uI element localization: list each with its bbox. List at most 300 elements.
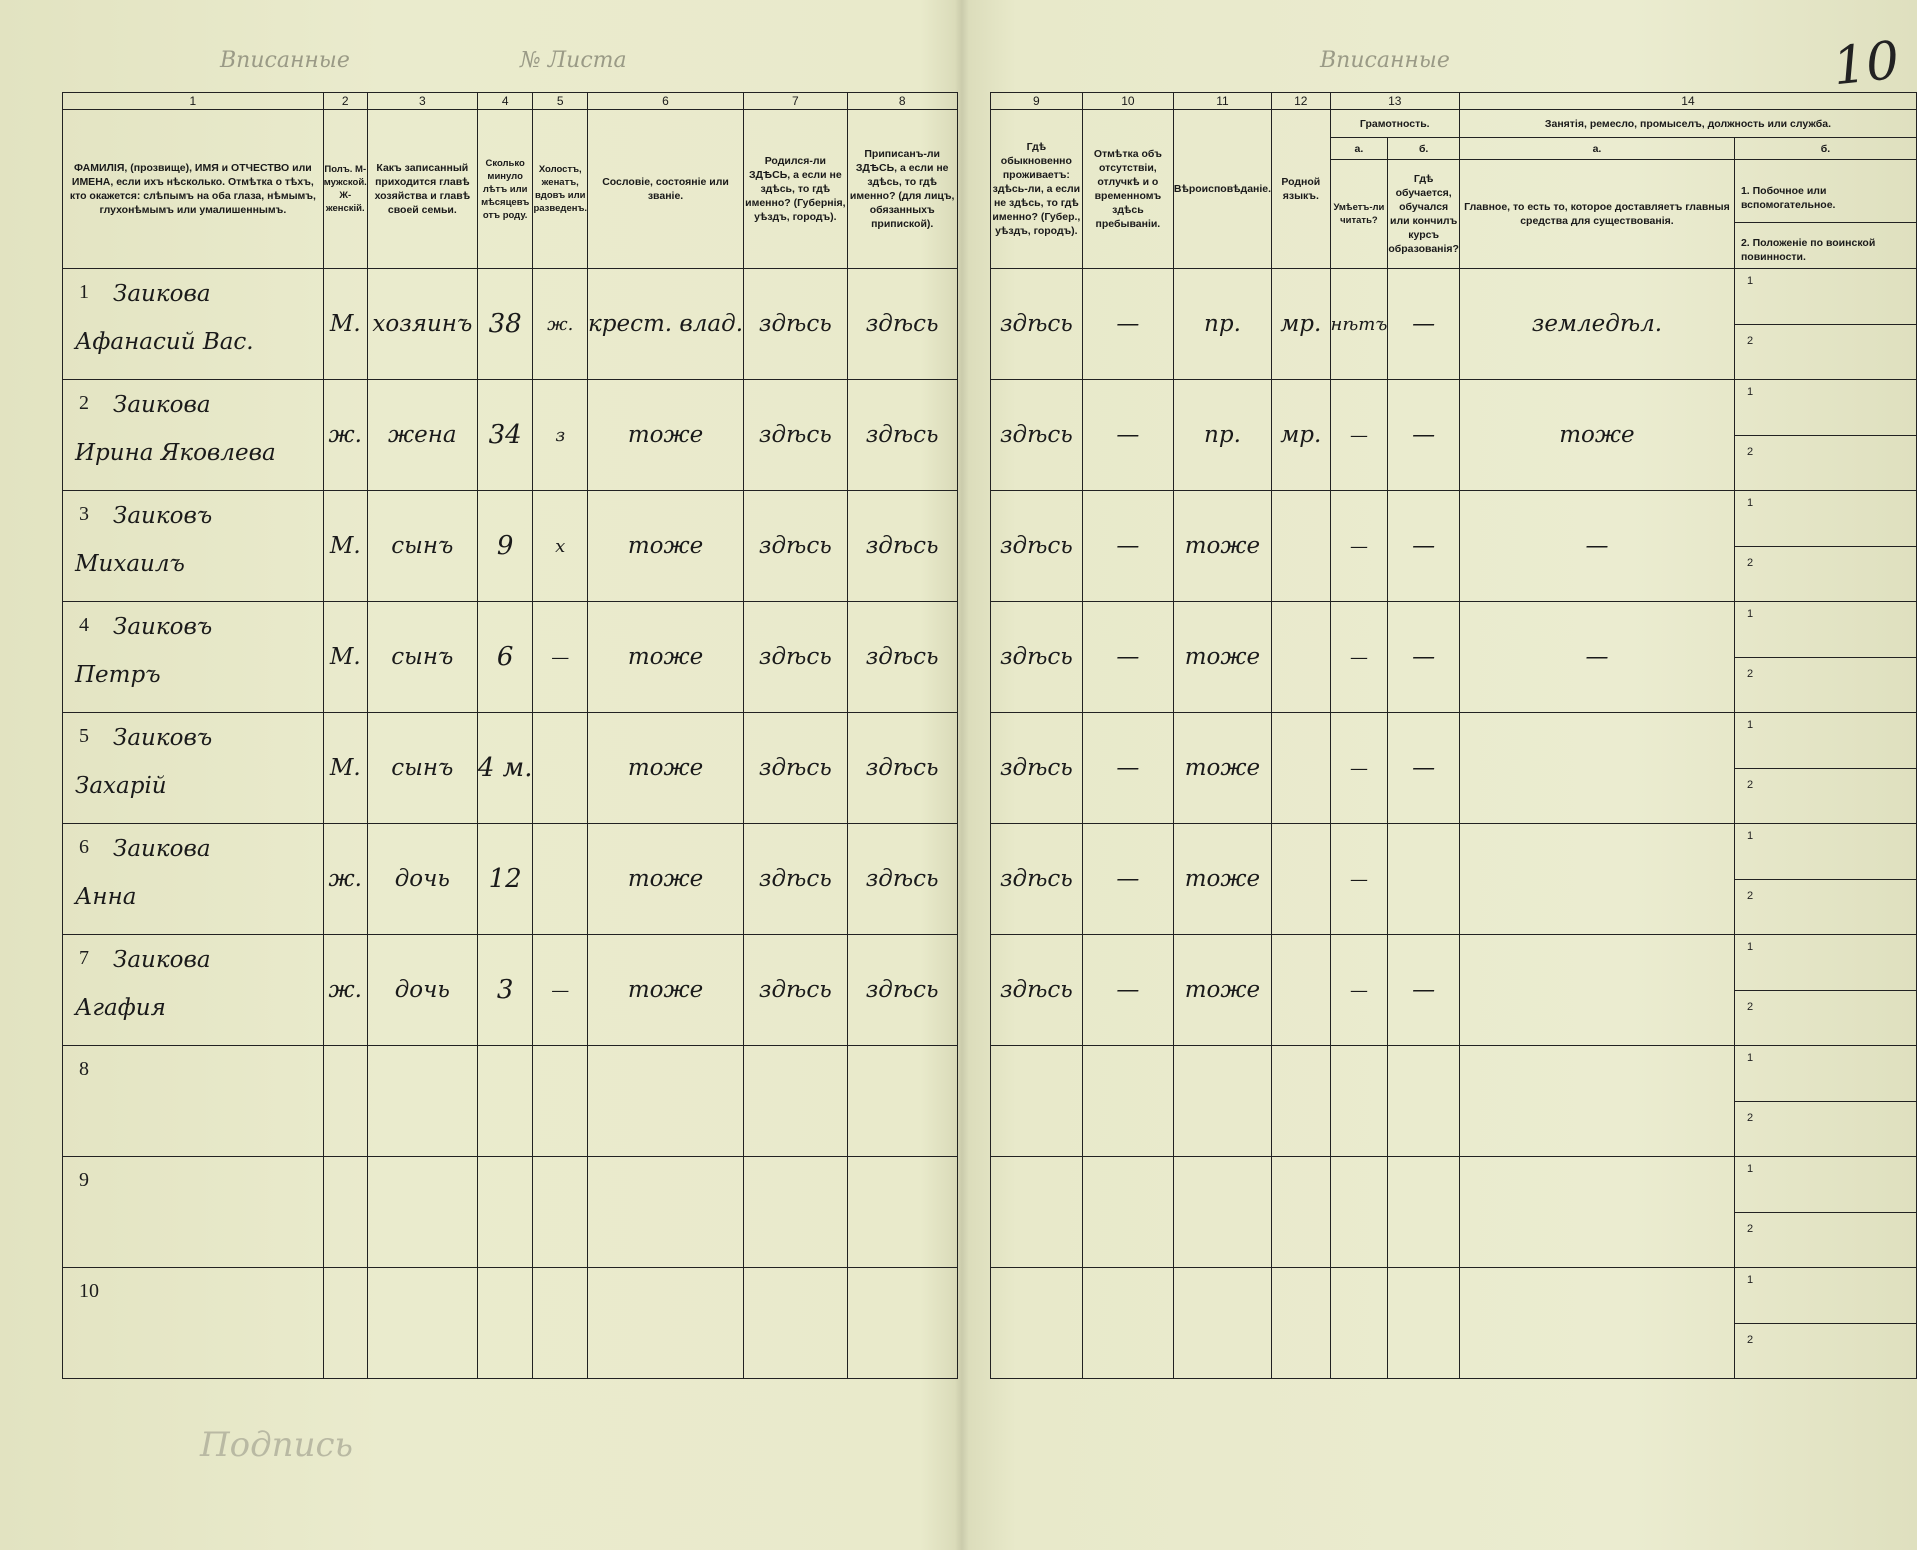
secondary-line-2: 2 xyxy=(1746,890,1754,902)
fold-gap xyxy=(957,1046,990,1157)
cell-religion-value: пр. xyxy=(1204,422,1241,448)
cell-language xyxy=(1272,269,1330,380)
cell-relation-value: сынъ xyxy=(391,533,454,559)
secondary-line-1: 1 xyxy=(1746,1052,1754,1064)
cell-literate xyxy=(1330,380,1388,491)
fold-gap xyxy=(957,93,990,110)
cell-absence xyxy=(1082,1157,1173,1268)
cell-language xyxy=(1272,1268,1330,1379)
faded-signature: Подпись xyxy=(200,1425,354,1465)
secondary-line-1: 1 xyxy=(1746,1163,1754,1175)
cell-relation xyxy=(367,380,477,491)
header-absence: Отмѣтка объ отсутствіи, отлучкѣ и о временномъ здѣсь пребываніи. xyxy=(1082,110,1173,269)
secondary-line-2: 2 xyxy=(1746,446,1754,458)
secondary-line-2: 2 xyxy=(1746,557,1754,569)
cell-education-value: — xyxy=(1412,311,1436,337)
secondary-divider xyxy=(1735,435,1916,436)
cell-born-value: здѣсь xyxy=(758,644,832,670)
cell-religion xyxy=(1173,1046,1271,1157)
cell-sex xyxy=(323,935,367,1046)
cell-registered-value: здѣсь xyxy=(865,311,939,337)
header-sex: Полъ. М-мужской. Ж-женскій. xyxy=(323,110,367,269)
header-occupation-b-label: б. xyxy=(1734,138,1916,160)
row-number: 7 xyxy=(79,947,89,969)
cell-absence-value: — xyxy=(1116,644,1140,670)
cell-registered xyxy=(847,935,957,1046)
cell-born xyxy=(744,1157,848,1268)
cell-sex xyxy=(323,380,367,491)
fold-gap xyxy=(957,1268,990,1379)
cell-religion-value: тоже xyxy=(1184,866,1261,892)
cell-absence-value: — xyxy=(1116,977,1140,1003)
cell-age xyxy=(477,713,533,824)
cell-estate-value: тоже xyxy=(627,977,704,1003)
cell-language xyxy=(1272,713,1330,824)
cell-registered xyxy=(847,491,957,602)
cell-occupation xyxy=(1459,935,1734,1046)
cell-religion xyxy=(1173,1157,1271,1268)
secondary-divider xyxy=(1735,768,1916,769)
cell-marital-value: — xyxy=(551,979,570,1001)
cell-sex xyxy=(323,824,367,935)
cell-sex-value: М. xyxy=(329,533,361,559)
cell-religion-value: тоже xyxy=(1184,977,1261,1003)
row-number: 5 xyxy=(79,725,89,747)
cell-occupation xyxy=(1459,713,1734,824)
table-row xyxy=(63,1046,1917,1157)
cell-education xyxy=(1388,1046,1460,1157)
cell-estate xyxy=(588,935,744,1046)
cell-resides xyxy=(990,824,1082,935)
secondary-line-2: 2 xyxy=(1746,1334,1754,1346)
fold-gap xyxy=(957,110,990,269)
col-number-2: 2 xyxy=(323,93,367,110)
cell-registered xyxy=(847,824,957,935)
cell-name xyxy=(63,1268,324,1379)
secondary-line-1: 1 xyxy=(1746,719,1754,731)
cell-estate xyxy=(588,491,744,602)
fold-gap xyxy=(957,380,990,491)
cell-estate-value: тоже xyxy=(627,866,704,892)
cell-resides xyxy=(990,491,1082,602)
cell-relation-value: сынъ xyxy=(391,755,454,781)
cell-sex xyxy=(323,1268,367,1379)
cell-occupation xyxy=(1459,1046,1734,1157)
cell-relation xyxy=(367,1268,477,1379)
cell-relation xyxy=(367,602,477,713)
cell-relation xyxy=(367,1046,477,1157)
cell-education-value: — xyxy=(1412,755,1436,781)
cell-estate-value: тоже xyxy=(627,533,704,559)
header-secondary-divider xyxy=(1735,222,1916,223)
fold-gap xyxy=(957,491,990,602)
cell-secondary xyxy=(1734,824,1916,935)
cell-relation-value: жена xyxy=(388,422,457,448)
cell-education xyxy=(1388,1268,1460,1379)
cell-born xyxy=(744,824,848,935)
cell-religion-value: тоже xyxy=(1184,533,1261,559)
secondary-line-2: 2 xyxy=(1746,335,1754,347)
cell-estate xyxy=(588,1268,744,1379)
row-number: 4 xyxy=(79,614,89,636)
cell-name xyxy=(63,380,324,491)
cell-occupation xyxy=(1459,602,1734,713)
cell-sex-value: ж. xyxy=(328,866,362,892)
cell-language xyxy=(1272,380,1330,491)
cell-marital-value: ж. xyxy=(547,313,574,335)
cell-estate-value: тоже xyxy=(627,755,704,781)
col-number-10: 10 xyxy=(1082,93,1173,110)
cell-born-value: здѣсь xyxy=(758,755,832,781)
cell-registered-value: здѣсь xyxy=(865,755,939,781)
cell-sex xyxy=(323,491,367,602)
cell-language-value: мр. xyxy=(1280,311,1322,337)
cell-absence xyxy=(1082,1046,1173,1157)
cell-name xyxy=(63,713,324,824)
top-annotation-left: Вписанные xyxy=(220,48,350,73)
cell-registered xyxy=(847,380,957,491)
table-row xyxy=(63,269,1917,380)
secondary-line-1: 1 xyxy=(1746,386,1754,398)
cell-age xyxy=(477,1268,533,1379)
header-literacy-a-label: а. xyxy=(1330,138,1388,160)
cell-born-value: здѣсь xyxy=(758,533,832,559)
fold-gap xyxy=(957,824,990,935)
cell-education xyxy=(1388,602,1460,713)
secondary-line-1: 1 xyxy=(1746,1274,1754,1286)
cell-secondary xyxy=(1734,1268,1916,1379)
cell-age-value: 34 xyxy=(488,420,522,450)
cell-marital xyxy=(533,824,588,935)
row-number: 2 xyxy=(79,392,89,414)
cell-relation-value: хозяинъ xyxy=(372,311,473,337)
cell-literate-value: — xyxy=(1349,757,1368,779)
cell-registered-value: здѣсь xyxy=(865,644,939,670)
cell-age xyxy=(477,935,533,1046)
cell-occupation xyxy=(1459,824,1734,935)
cell-absence xyxy=(1082,380,1173,491)
cell-literate-value: — xyxy=(1349,424,1368,446)
cell-occupation-value: — xyxy=(1585,533,1609,559)
col-number-1: 1 xyxy=(63,93,324,110)
cell-occupation-value: тоже xyxy=(1559,422,1635,448)
secondary-line-2: 2 xyxy=(1746,668,1754,680)
col-number-7: 7 xyxy=(744,93,848,110)
column-number-row xyxy=(63,93,1917,110)
cell-literate xyxy=(1330,824,1388,935)
secondary-divider xyxy=(1735,1101,1916,1102)
header-registered: Приписанъ-ли ЗДѢСЬ, а если не здѣсь, то гдѣ именно? (для лицъ, обязанныхъ припиской). xyxy=(847,110,957,269)
row-number: 6 xyxy=(79,836,89,858)
cell-marital-value: з xyxy=(555,424,566,446)
secondary-divider xyxy=(1735,324,1916,325)
cell-age-value: 12 xyxy=(488,864,522,894)
given-name: Агафия xyxy=(75,995,166,1021)
cell-education xyxy=(1388,1157,1460,1268)
cell-sex xyxy=(323,1046,367,1157)
cell-language xyxy=(1272,602,1330,713)
table-row xyxy=(63,713,1917,824)
cell-marital xyxy=(533,1046,588,1157)
col-number-6: 6 xyxy=(588,93,744,110)
cell-education-value: — xyxy=(1412,644,1436,670)
top-annotation-right: Вписанные xyxy=(1320,48,1450,73)
surname: Заиковъ xyxy=(113,614,213,640)
cell-religion xyxy=(1173,824,1271,935)
cell-marital xyxy=(533,1157,588,1268)
secondary-divider xyxy=(1735,1212,1916,1213)
surname: Заиковъ xyxy=(113,503,213,529)
col-number-12: 12 xyxy=(1272,93,1330,110)
cell-literate-value: — xyxy=(1349,979,1368,1001)
cell-education xyxy=(1388,713,1460,824)
cell-marital xyxy=(533,491,588,602)
header-literacy: Грамотность. xyxy=(1330,110,1459,138)
cell-sex-value: ж. xyxy=(328,422,362,448)
cell-secondary xyxy=(1734,269,1916,380)
cell-literate xyxy=(1330,1268,1388,1379)
cell-marital xyxy=(533,1268,588,1379)
table-row xyxy=(63,380,1917,491)
cell-name xyxy=(63,1157,324,1268)
cell-language-value: мр. xyxy=(1280,422,1322,448)
fold-gap xyxy=(957,713,990,824)
cell-born-value: здѣсь xyxy=(758,311,832,337)
cell-occupation xyxy=(1459,269,1734,380)
row-number: 9 xyxy=(79,1169,89,1191)
cell-literate xyxy=(1330,713,1388,824)
col-number-4: 4 xyxy=(477,93,533,110)
table-row xyxy=(63,491,1917,602)
cell-occupation xyxy=(1459,380,1734,491)
cell-sex xyxy=(323,269,367,380)
cell-resides xyxy=(990,1157,1082,1268)
cell-age-value: 6 xyxy=(496,642,514,672)
row-number: 8 xyxy=(79,1058,89,1080)
cell-absence xyxy=(1082,491,1173,602)
cell-occupation xyxy=(1459,1268,1734,1379)
cell-religion xyxy=(1173,380,1271,491)
cell-occupation xyxy=(1459,491,1734,602)
cell-born xyxy=(744,1046,848,1157)
header-main-occupation: Главное, то есть то, которое доставляетъ главныя средства для существованія. xyxy=(1459,160,1734,269)
cell-resides xyxy=(990,935,1082,1046)
cell-literate xyxy=(1330,1157,1388,1268)
cell-resides xyxy=(990,1268,1082,1379)
cell-literate xyxy=(1330,602,1388,713)
cell-estate xyxy=(588,380,744,491)
cell-age xyxy=(477,602,533,713)
cell-age-value: 38 xyxy=(488,309,522,339)
cell-education xyxy=(1388,824,1460,935)
cell-literate xyxy=(1330,491,1388,602)
cell-sex-value: М. xyxy=(329,311,361,337)
cell-born xyxy=(744,713,848,824)
cell-education xyxy=(1388,935,1460,1046)
cell-language xyxy=(1272,824,1330,935)
cell-language xyxy=(1272,935,1330,1046)
cell-relation xyxy=(367,713,477,824)
cell-resides-value: здѣсь xyxy=(999,866,1073,892)
cell-resides-value: здѣсь xyxy=(999,422,1073,448)
cell-religion-value: тоже xyxy=(1184,755,1261,781)
cell-relation xyxy=(367,935,477,1046)
header-age: Сколько минуло лѣтъ или мѣсяцевъ отъ роду. xyxy=(477,110,533,269)
cell-secondary xyxy=(1734,602,1916,713)
cell-name xyxy=(63,1046,324,1157)
cell-absence-value: — xyxy=(1116,311,1140,337)
cell-religion xyxy=(1173,1268,1271,1379)
cell-name xyxy=(63,824,324,935)
cell-religion-value: тоже xyxy=(1184,644,1261,670)
cell-estate-value: крест. влад. xyxy=(588,311,744,337)
cell-absence xyxy=(1082,824,1173,935)
row-number: 1 xyxy=(79,281,89,303)
cell-resides xyxy=(990,269,1082,380)
cell-registered xyxy=(847,1268,957,1379)
cell-absence-value: — xyxy=(1116,422,1140,448)
cell-estate xyxy=(588,824,744,935)
header-marital: Холостъ, женатъ, вдовъ или разведенъ. xyxy=(533,110,588,269)
cell-relation xyxy=(367,1157,477,1268)
cell-registered-value: здѣсь xyxy=(865,977,939,1003)
cell-education-value: — xyxy=(1412,977,1436,1003)
cell-born xyxy=(744,269,848,380)
census-table xyxy=(62,92,1917,1379)
cell-registered xyxy=(847,1046,957,1157)
top-annotation-middle: № Листа xyxy=(520,48,627,73)
cell-resides xyxy=(990,602,1082,713)
cell-born-value: здѣсь xyxy=(758,977,832,1003)
cell-resides-value: здѣсь xyxy=(999,755,1073,781)
secondary-divider xyxy=(1735,546,1916,547)
header-can-read: Умѣетъ-ли читать? xyxy=(1330,160,1388,269)
cell-registered xyxy=(847,602,957,713)
cell-name xyxy=(63,935,324,1046)
header-secondary-1: 1. Побочное или вспомогательное. xyxy=(1740,185,1836,211)
cell-marital xyxy=(533,602,588,713)
cell-marital-value: х xyxy=(555,535,566,557)
cell-relation xyxy=(367,824,477,935)
cell-absence xyxy=(1082,935,1173,1046)
cell-estate xyxy=(588,713,744,824)
given-name: Ирина Яковлева xyxy=(75,440,276,466)
header-secondary-2: 2. Положеніе по воинской повинности. xyxy=(1740,237,1876,263)
cell-relation-value: сынъ xyxy=(391,644,454,670)
table-row xyxy=(63,1157,1917,1268)
col-number-8: 8 xyxy=(847,93,957,110)
cell-relation-value: дочь xyxy=(394,866,450,892)
cell-resides xyxy=(990,713,1082,824)
given-name: Анна xyxy=(75,884,137,910)
cell-born-value: здѣсь xyxy=(758,866,832,892)
cell-estate xyxy=(588,1157,744,1268)
cell-religion xyxy=(1173,935,1271,1046)
fold-gap xyxy=(957,269,990,380)
cell-education xyxy=(1388,269,1460,380)
cell-occupation-value: земледѣл. xyxy=(1531,311,1663,337)
cell-literate-value: — xyxy=(1349,868,1368,890)
header-estate: Сословіе, состояніе или званіе. xyxy=(588,110,744,269)
cell-resides xyxy=(990,380,1082,491)
col-number-14: 14 xyxy=(1459,93,1916,110)
cell-sex xyxy=(323,602,367,713)
header-religion: Вѣроисповѣданіе. xyxy=(1173,110,1271,269)
cell-secondary xyxy=(1734,935,1916,1046)
cell-age xyxy=(477,824,533,935)
cell-resides-value: здѣсь xyxy=(999,533,1073,559)
cell-age xyxy=(477,269,533,380)
secondary-divider xyxy=(1735,657,1916,658)
cell-estate-value: тоже xyxy=(627,422,704,448)
header-literacy-b-label: б. xyxy=(1388,138,1460,160)
cell-born xyxy=(744,491,848,602)
cell-absence xyxy=(1082,1268,1173,1379)
cell-education xyxy=(1388,491,1460,602)
cell-marital xyxy=(533,713,588,824)
cell-absence-value: — xyxy=(1116,866,1140,892)
row-number: 10 xyxy=(79,1280,99,1302)
header-language: Родной языкъ. xyxy=(1272,110,1330,269)
secondary-line-2: 2 xyxy=(1746,1001,1754,1013)
surname: Заикова xyxy=(113,281,211,307)
cell-resides-value: здѣсь xyxy=(999,644,1073,670)
cell-language xyxy=(1272,1046,1330,1157)
cell-registered-value: здѣсь xyxy=(865,866,939,892)
table-row xyxy=(63,824,1917,935)
cell-marital xyxy=(533,935,588,1046)
secondary-divider xyxy=(1735,990,1916,991)
cell-registered-value: здѣсь xyxy=(865,533,939,559)
cell-absence-value: — xyxy=(1116,755,1140,781)
table-row xyxy=(63,1268,1917,1379)
cell-relation-value: дочь xyxy=(394,977,450,1003)
cell-resides xyxy=(990,1046,1082,1157)
cell-age xyxy=(477,491,533,602)
table-row xyxy=(63,935,1917,1046)
cell-secondary xyxy=(1734,1046,1916,1157)
cell-registered xyxy=(847,1157,957,1268)
cell-age xyxy=(477,380,533,491)
cell-literate xyxy=(1330,269,1388,380)
secondary-line-1: 1 xyxy=(1746,608,1754,620)
cell-age-value: 9 xyxy=(496,531,514,561)
secondary-line-2: 2 xyxy=(1746,1112,1754,1124)
header-born: Родился-ли ЗДѢСЬ, а если не здѣсь, то гдѣ именно? (Губернія, уѣздъ, городъ). xyxy=(744,110,848,269)
cell-resides-value: здѣсь xyxy=(999,977,1073,1003)
row-number: 3 xyxy=(79,503,89,525)
cell-age-value: 3 xyxy=(496,975,514,1005)
cell-registered-value: здѣсь xyxy=(865,422,939,448)
cell-absence-value: — xyxy=(1116,533,1140,559)
cell-education xyxy=(1388,380,1460,491)
given-name: Захарій xyxy=(75,773,167,799)
cell-sex-value: М. xyxy=(329,755,361,781)
cell-born xyxy=(744,602,848,713)
col-number-13: 13 xyxy=(1330,93,1459,110)
cell-born xyxy=(744,1268,848,1379)
header-secondary-occupation xyxy=(1734,160,1916,269)
cell-religion xyxy=(1173,491,1271,602)
header-education: Гдѣ обучается, обучался или кончилъ курсъ образованія? xyxy=(1388,160,1460,269)
cell-literate-value: — xyxy=(1349,535,1368,557)
cell-sex xyxy=(323,1157,367,1268)
cell-name xyxy=(63,269,324,380)
surname: Заикова xyxy=(113,947,211,973)
cell-secondary xyxy=(1734,491,1916,602)
cell-literate xyxy=(1330,1046,1388,1157)
cell-relation xyxy=(367,491,477,602)
